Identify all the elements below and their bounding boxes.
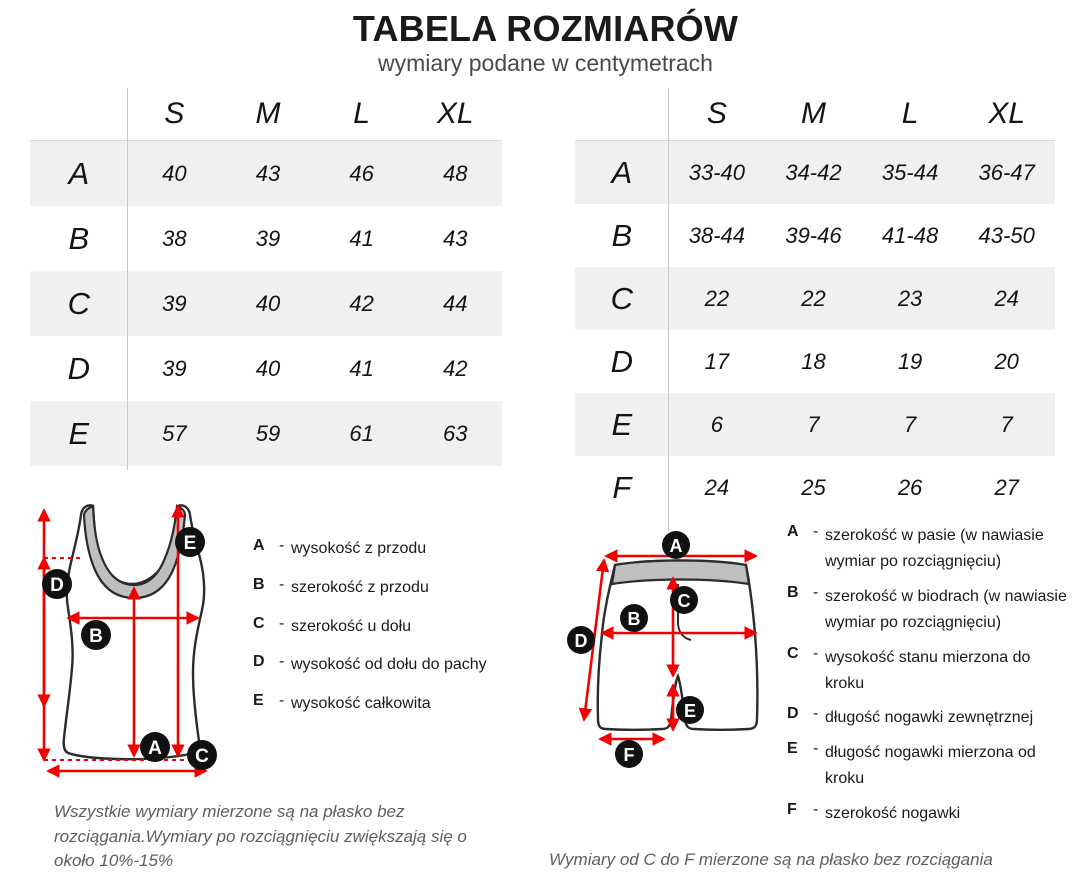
legend-dash: - — [279, 614, 285, 632]
cell-value: 7 — [862, 393, 959, 456]
table-row — [575, 204, 1055, 267]
table-column-divider — [668, 88, 669, 531]
cell-value: 39 — [255, 225, 281, 251]
marker-b — [81, 620, 111, 650]
legend-desc: długość nogawki mierzona od kroku — [825, 743, 1036, 788]
cell-value: 46 — [315, 141, 409, 207]
legend-desc: wysokość od dołu do pachy — [291, 656, 487, 674]
marker-f — [615, 740, 643, 768]
table-row — [575, 267, 1055, 330]
legend-key: D — [253, 653, 265, 671]
cell-value: 63 — [408, 401, 502, 466]
row-label: B — [68, 220, 90, 256]
legend-dash: - — [279, 575, 285, 593]
cell-value: 39 — [162, 355, 187, 381]
tank-top-garment-diagram — [30, 488, 250, 788]
cell-value: 26 — [897, 474, 923, 500]
marker-a — [140, 732, 170, 762]
cell-value: 35-44 — [862, 141, 959, 205]
cell-value: 40 — [255, 355, 281, 381]
cell-value: 41 — [349, 355, 374, 381]
table-header-row — [30, 88, 502, 141]
cell-value: 40 — [221, 271, 315, 336]
row-label: F — [612, 469, 632, 505]
legend-key: E — [787, 739, 798, 757]
column-header-s: S — [164, 97, 185, 130]
size-table-top — [30, 88, 502, 466]
cell-value: 22 — [669, 267, 766, 330]
legend-dash: - — [813, 800, 819, 818]
column-header-blank — [575, 88, 669, 141]
cell-value: 7 — [958, 393, 1055, 456]
legend-key: A — [787, 523, 799, 540]
page-title: TABELA ROZMIARÓW — [352, 8, 739, 49]
svg-text:A: A — [148, 738, 162, 759]
cell-value: 18 — [801, 348, 826, 374]
cell-value: 57 — [128, 401, 222, 466]
legend-dash: - — [813, 523, 819, 540]
svg-text:A: A — [669, 536, 683, 556]
legend-item — [787, 801, 1072, 827]
cell-value: 22 — [765, 267, 862, 330]
row-label: D — [610, 343, 633, 379]
cell-value: 43 — [221, 141, 315, 207]
legend-key: C — [787, 644, 799, 662]
svg-text:E: E — [683, 701, 697, 721]
legend-desc: wysokość z przodu — [291, 540, 427, 557]
table-row — [30, 206, 502, 271]
shorts-garment-diagram — [560, 530, 800, 770]
row-label: A — [30, 141, 128, 207]
legend-desc: szerokość z przodu — [291, 578, 429, 596]
size-table-top-grid — [30, 88, 502, 466]
legend-item — [253, 615, 513, 640]
svg-text:D: D — [50, 575, 64, 596]
legend-desc: wysokość całkowita — [291, 695, 431, 713]
legend-key: B — [787, 583, 799, 601]
cell-value: 59 — [221, 401, 315, 466]
legend-shorts — [787, 523, 1072, 835]
cell-value: 7 — [765, 393, 862, 456]
cell-value: 42 — [442, 355, 468, 381]
svg-text:D: D — [574, 631, 588, 651]
cell-value: 19 — [897, 348, 923, 374]
marker-c — [670, 586, 698, 614]
legend-dash: - — [813, 583, 819, 601]
column-header-l: L — [353, 97, 370, 130]
note-measurement-left: Wszystkie wymiary mierzone są na płasko bez rozciągania.Wymiary po rozciągnięciu zwiększają się o około 10%-15% — [54, 802, 467, 871]
cell-value: 38-44 — [688, 222, 746, 248]
row-label: C — [575, 267, 669, 330]
legend-item — [787, 705, 1072, 731]
cell-value: 40 — [128, 141, 222, 207]
legend-item — [253, 692, 513, 717]
svg-text:C: C — [195, 746, 209, 767]
legend-item — [787, 740, 1072, 793]
legend-item — [253, 653, 513, 678]
table-row — [30, 336, 502, 401]
cell-value: 24 — [958, 267, 1055, 330]
svg-text:F: F — [623, 745, 635, 765]
legend-desc: szerokość w biodrach (w nawiasie wymiar po rozciągnięciu) — [825, 587, 1067, 632]
marker-b — [620, 604, 648, 632]
cell-value: 24 — [704, 474, 730, 500]
cell-value: 38 — [162, 225, 187, 251]
table-row — [575, 456, 1055, 519]
column-header-xl: XL — [988, 97, 1026, 130]
size-table-bottom-grid — [575, 88, 1055, 519]
svg-text:B: B — [89, 626, 103, 647]
page-subtitle: wymiary podane w centymetrach — [378, 50, 713, 76]
legend-item — [787, 523, 1072, 576]
cell-value: 34-42 — [765, 141, 862, 205]
marker-e — [175, 527, 205, 557]
column-header-blank — [30, 88, 128, 141]
table-row — [575, 393, 1055, 456]
marker-d — [42, 569, 72, 599]
waistband — [612, 561, 749, 585]
legend-dash: - — [813, 705, 819, 723]
legend-item — [253, 576, 513, 601]
legend-desc: szerokość u dołu — [291, 617, 412, 635]
cell-value: 43 — [442, 225, 468, 251]
cell-value: 39-46 — [785, 222, 842, 248]
size-table-bottom — [575, 88, 1055, 519]
legend-dash: - — [813, 739, 819, 757]
row-label: B — [611, 217, 633, 253]
cell-value: 6 — [669, 393, 766, 456]
cell-value: 36-47 — [958, 141, 1055, 205]
cell-value: 41 — [349, 225, 374, 251]
table-row — [30, 271, 502, 336]
legend-desc: szerokość nogawki — [825, 804, 961, 822]
cell-value: 41-48 — [881, 222, 939, 248]
marker-a — [662, 531, 690, 559]
legend-dash: - — [279, 653, 285, 671]
column-header-m: M — [800, 97, 826, 130]
legend-desc: wysokość stanu mierzona do kroku — [825, 648, 1031, 692]
legend-key: C — [253, 614, 265, 632]
table-row — [575, 330, 1055, 393]
cell-value: 33-40 — [669, 141, 766, 205]
row-label: E — [30, 401, 128, 466]
legend-item — [787, 645, 1072, 698]
column-header-l: L — [901, 97, 919, 130]
cell-value: 39 — [128, 271, 222, 336]
legend-dash: - — [279, 537, 285, 554]
marker-d — [567, 626, 595, 654]
cell-value: 43-50 — [978, 222, 1035, 248]
svg-text:C: C — [677, 591, 691, 611]
column-header-m: M — [255, 97, 281, 130]
note-measurement-right: Wymiary od C do F mierzone są na płasko bez rozciągania — [549, 850, 993, 869]
cell-value: 25 — [801, 474, 826, 500]
table-row — [30, 141, 502, 207]
cell-value: 44 — [408, 271, 502, 336]
svg-text:E: E — [183, 533, 197, 554]
legend-dash: - — [813, 644, 819, 662]
row-label: D — [67, 350, 90, 386]
legend-key: D — [787, 705, 799, 723]
legend-key: E — [253, 692, 264, 710]
column-header-s: S — [706, 97, 727, 130]
cell-value: 20 — [994, 348, 1019, 374]
cell-value: 27 — [994, 474, 1019, 500]
legend-key: F — [787, 800, 797, 818]
legend-item — [787, 584, 1072, 637]
legend-tank-top — [253, 537, 513, 731]
row-label: A — [575, 141, 669, 205]
cell-value: 61 — [315, 401, 409, 466]
legend-key: B — [253, 575, 265, 593]
table-row — [575, 141, 1055, 205]
column-header-xl: XL — [436, 97, 474, 130]
marker-e — [676, 696, 704, 724]
row-label: C — [30, 271, 128, 336]
marker-c — [187, 740, 217, 770]
svg-text:B: B — [627, 609, 641, 629]
cell-value: 17 — [704, 348, 730, 374]
table-column-divider — [127, 88, 128, 470]
cell-value: 42 — [315, 271, 409, 336]
cell-value: 48 — [408, 141, 502, 207]
row-label: E — [575, 393, 669, 456]
legend-item — [253, 537, 513, 562]
legend-desc: szerokość w pasie (w nawiasie wymiar po rozciągnięciu) — [825, 527, 1044, 571]
legend-key: A — [253, 537, 265, 554]
cell-value: 23 — [862, 267, 959, 330]
table-row — [30, 401, 502, 466]
legend-dash: - — [279, 692, 285, 710]
legend-desc: długość nogawki zewnętrznej — [825, 709, 1034, 727]
table-header-row — [575, 88, 1055, 141]
